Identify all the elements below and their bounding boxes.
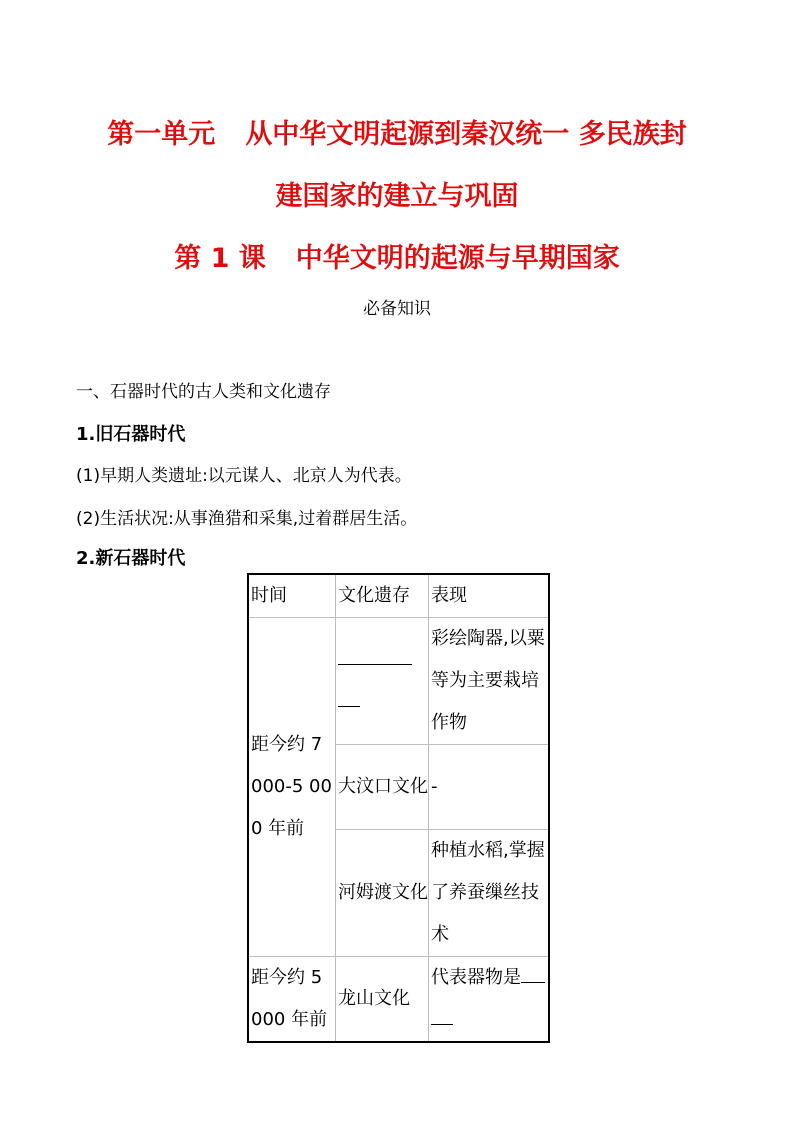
table-header-cell: 时间 [248,574,336,618]
lesson-number: 第 1 课 [174,243,266,274]
desc-cell: 彩绘陶器,以粟等为主要栽培作物 [429,618,550,745]
paragraph-early-sites: (1)早期人类遗址:以元谋人、北京人为代表。 [76,466,412,486]
desc-cell: 种植水稻,掌握了养蚕缫丝技术 [429,830,550,957]
table-header-cell: 表现 [429,574,550,618]
desc-text: 代表器物是 [431,967,521,988]
fill-in-blank [521,964,545,983]
unit-title-line-2: 建国家的建立与巩固 [275,181,519,212]
culture-cell: 大汶口文化 [336,745,429,830]
paragraph-living-conditions: (2)生活状况:从事渔猎和采集,过着群居生活。 [76,509,418,529]
subsection-title-paleolithic: 1.旧石器时代 [76,424,186,445]
neolithic-culture-table [247,573,550,1043]
section-heading: 一、石器时代的古人类和文化遗存 [76,382,331,402]
table-header-cell: 文化遗存 [336,574,429,618]
desc-cell-with-blank [429,957,550,1043]
culture-cell-blank [336,618,429,745]
desc-cell: - [429,745,550,830]
unit-number: 第一单元 [107,119,216,150]
fill-in-blank [338,688,360,707]
time-cell: 距今约 5 000 年前 [248,957,336,1043]
table-row [248,618,549,745]
unit-name: 从中华文明起源到秦汉统一 多民族封 [245,119,687,150]
lesson-title [0,236,794,275]
lesson-name: 中华文明的起源与早期国家 [295,243,620,274]
fill-in-blank [338,646,412,665]
culture-cell: 河姆渡文化 [336,830,429,957]
culture-cell: 龙山文化 [336,957,429,1043]
section-subtitle: 必备知识 [363,299,431,319]
time-cell: 距今约 7 000-5 000 年前 [248,618,336,957]
table-row [248,957,549,1043]
fill-in-blank [431,1006,453,1025]
table-header-row [248,574,549,618]
unit-title-line-1 [0,112,794,151]
subsection-title-neolithic: 2.新石器时代 [76,548,186,569]
